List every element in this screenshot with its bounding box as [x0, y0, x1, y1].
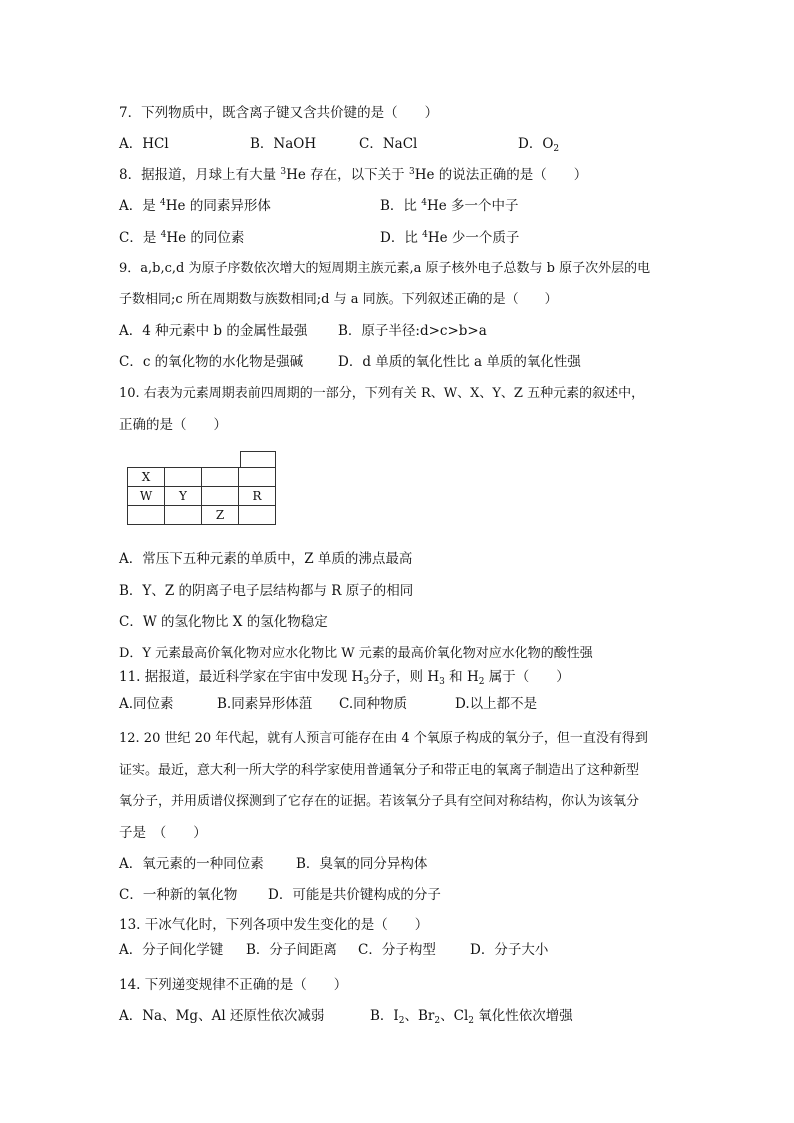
q9-option-b: B．原子半径:d>c>b>a: [338, 323, 487, 339]
question-13-stem: 13. 干冰气化时，下列各项中发生变化的是（ ）: [119, 917, 429, 933]
q9-option-d: D．d 单质的氧化性比 a 单质的氧化性强: [338, 354, 581, 370]
q13-option-a: A．分子间化学键: [119, 942, 224, 958]
q12-option-c: C．一种新的氧化物: [119, 887, 238, 903]
question-14-stem: 14. 下列递变规律不正确的是（ ）: [119, 977, 348, 993]
table-row: [128, 468, 276, 487]
table-row: [128, 506, 276, 525]
table-cell: W: [128, 487, 165, 506]
table-cell: [165, 506, 202, 525]
q8-option-c: C．是 $^4$He 的同位素: [119, 230, 245, 246]
q12-option-a: A．氧元素的一种同位素: [119, 856, 264, 872]
question-10-stem-line1: 10. 右表为元素周期表前四周期的一部分，下列有关 R、W、X、Y、Z 五种元素的叙述中，: [119, 386, 645, 401]
question-10-stem-line2: 正确的是（ ）: [119, 417, 227, 433]
periodic-table-fragment: [127, 467, 276, 525]
q9-option-c: C．c 的氧化物的水化物是强碱: [119, 354, 304, 370]
table-cell: [128, 506, 165, 525]
table-cell: X: [128, 468, 165, 487]
q8-option-a: A．是 $^4$He 的同素异形体: [119, 198, 271, 214]
q10-option-d: D．Y 元素最高价氧化物对应水化物比 W 元素的最高价氧化物对应水化物的酸性强: [119, 646, 593, 661]
question-12-stem-line4: 子是 （ ）: [119, 825, 207, 841]
table-cell: Z: [202, 506, 239, 525]
table-row: [128, 487, 276, 506]
q14-option-a: A．Na、Mg、Al 还原性依次减弱: [119, 1008, 325, 1024]
question-7-stem: 7．下列物质中，既含离子键又含共价键的是（ ）: [119, 105, 439, 121]
q13-option-c: C．分子构型: [358, 942, 436, 958]
table-cell: Y: [165, 487, 202, 506]
q10-option-c: C．W 的氢化物比 X 的氢化物稳定: [119, 614, 328, 630]
question-11-stem: 11. 据报道，最近科学家在宇宙中发现 $H_3$分子，则 $H_3$ 和 $H_2$ 属于（ ）: [119, 669, 570, 687]
q11-option-d: D.以上都不是: [455, 696, 538, 712]
q12-option-b: B．臭氧的同分异构体: [296, 856, 428, 872]
q13-option-d: D．分子大小: [470, 942, 549, 958]
q12-option-d: D．可能是共价键构成的分子: [268, 887, 441, 903]
question-9-stem-line2: 子数相同;c 所在周期数与族数相同;d 与 a 同族。下列叙述正确的是（ ）: [119, 292, 558, 307]
q8-option-d: D．比 $^4$He 少一个质子: [380, 230, 520, 246]
q7-option-d: D．$O_2$: [518, 136, 560, 154]
q11-option-b: B.同素异形体菹: [217, 696, 313, 712]
q13-option-b: B．分子间距离: [246, 942, 337, 958]
table-cell: [165, 468, 202, 487]
table-cell: [202, 468, 239, 487]
q10-option-b: B．Y、Z 的阴离子电子层结构都与 R 原子的相同: [119, 583, 414, 599]
table-cell: R: [239, 487, 276, 506]
q10-option-a: A．常压下五种元素的单质中，Z 单质的沸点最高: [119, 551, 413, 567]
question-12-stem-line2: 证实。最近，意大利一所大学的科学家使用普通氧分子和带正电的氧离子制造出了这种新型: [119, 763, 640, 778]
question-8-stem: 8．据报道，月球上有大量 $^3$He 存在，以下关于 $^3$He 的说法正确的是（ ）: [119, 167, 588, 183]
question-12-stem-line3: 氧分子，并用质谱仪探测到了它存在的证据。若该氧分子具有空间对称结构，你认为该氧分: [119, 794, 640, 809]
periodic-table-top-cell: [240, 451, 276, 468]
q11-option-c: C.同种物质: [339, 696, 408, 712]
q7-option-c: C．NaCl: [359, 136, 418, 152]
q11-option-a: A.同位素: [119, 696, 174, 712]
question-9-stem-line1: 9．a,b,c,d 为原子序数依次增大的短周期主族元素,a 原子核外电子总数与 b 原子次外层的电: [119, 261, 651, 276]
q9-option-a: A．4 种元素中 b 的金属性最强: [119, 323, 308, 339]
q7-option-a: A．HCl: [119, 136, 169, 152]
q8-option-b: B．比 $^4$He 多一个中子: [380, 198, 519, 214]
table-cell: [239, 506, 276, 525]
q14-option-b: B．$I_2$、$Br_2$、$Cl_2$ 氧化性依次增强: [370, 1008, 573, 1026]
question-12-stem-line1: 12. 20 世纪 20 年代起，就有人预言可能存在由 4 个氧原子构成的氧分子，但一直没有得到: [119, 731, 648, 746]
q7-option-b: B．NaOH: [250, 136, 317, 152]
table-cell: [239, 468, 276, 487]
table-cell: [202, 487, 239, 506]
